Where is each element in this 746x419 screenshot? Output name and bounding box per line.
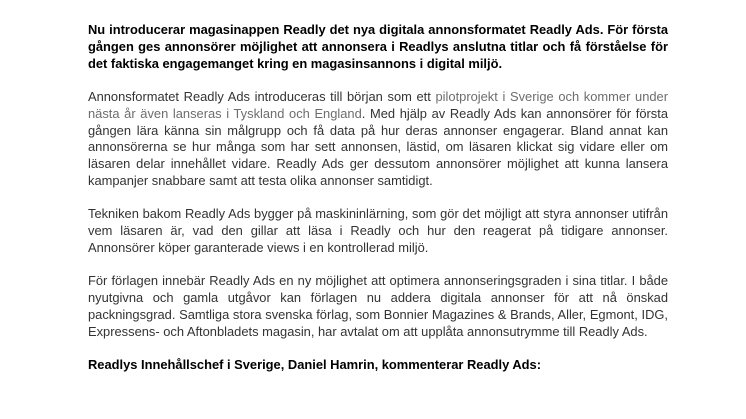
paragraph-intro [88, 89, 668, 190]
quote-heading: Readlys Innehållschef i Sverige, Daniel Hamrin, kommenterar Readly Ads: [88, 356, 542, 372]
lead-paragraph: Nu introducerar magasinappen Readly det nya digitala annonsformatet Readly Ads. För första gången ges annonsörer möjlighet att annonsera i Readlys anslutna titlar och få förståelse för det faktiska engagemanget kring en magasinsannons i digital miljö. [88, 22, 668, 71]
paragraph-publishers: För förlagen innebär Readly Ads en ny möjlighet att optimera annonseringsgraden i sina titlar. I både nyutgivna och gamla utgåvor kan förlagen nu addera digitala annonser för att nå önskad packningsgrad. Samtliga stora svenska förlag, som Bonnier Magazines & Brands, Aller, Egmont, IDG, Expressens- och Aftonbladets magasin, har avtalat om att upplåta annonsutrymme till Readly Ads. [88, 272, 668, 339]
paragraph-intro-part1: Annonsformatet Readly Ads introduceras till början som ett [88, 88, 436, 104]
paragraph-intro-highlight: pilotprojekt i Sverige och kommer under nästa år även lanseras i Tyskland och England [88, 88, 668, 121]
document-page [88, 22, 668, 373]
paragraph-technology: Tekniken bakom Readly Ads bygger på maskininlärning, som gör det möjligt att styra annonser utifrån vem läsaren är, vad den gillar att läsa i Readly och hur den reagerat på tidigare annonser. Annonsörer köper garanterade views i en kontrollerad miljö. [88, 206, 668, 255]
paragraph-intro-part3: . Med hjälp av Readly Ads kan annonsörer för första gången lära känna sin målgrupp och få data på hur deras annonser engagerar. Bland annat kan annonsörerna se hur många som har sett annonsen, lästid, om läsaren klickat sig vidare eller om läsaren delar innehållet vidare. Readly Ads ger dessutom annonsörer möjlighet att kunna lansera kampanjer snabbare samt att testa olika annonser samtidigt. [88, 105, 668, 189]
